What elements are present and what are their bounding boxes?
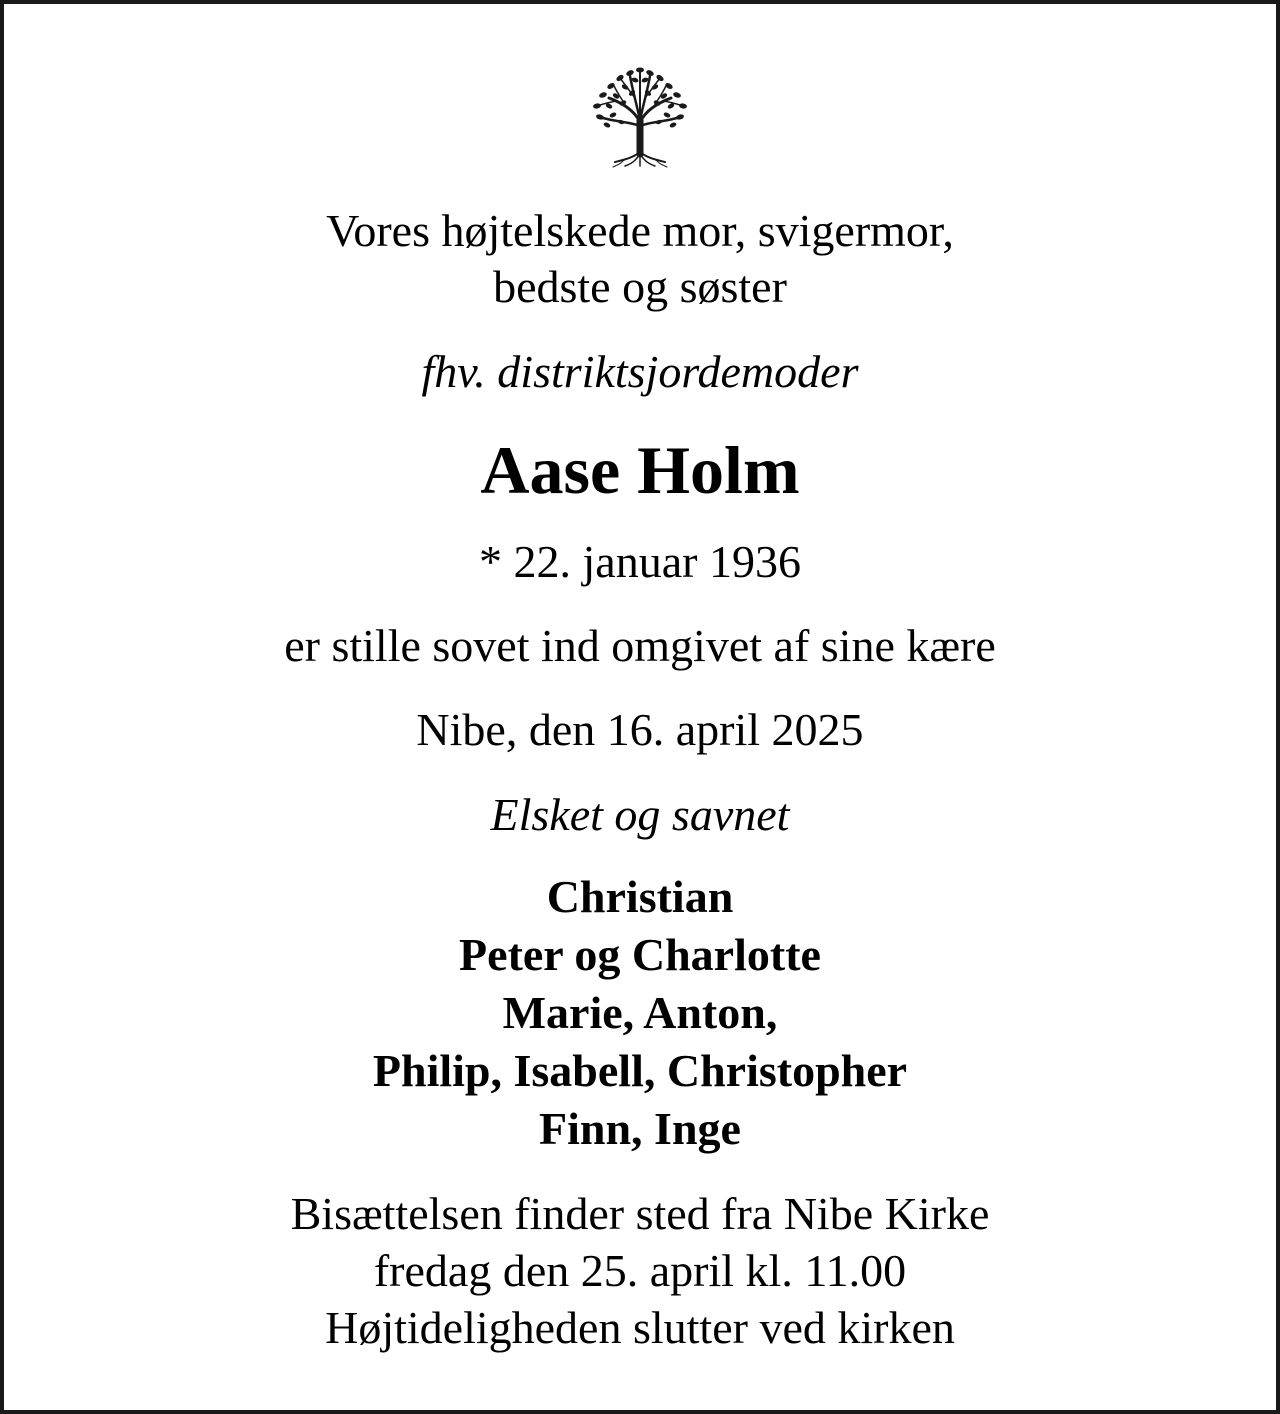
passing-statement: er stille sovet ind omgivet af sine kære (284, 620, 996, 671)
family-line: Philip, Isabell, Christopher (372, 1045, 908, 1096)
farewell-text: Elsket og savnet (490, 789, 790, 840)
intro-line: Vores højtelskede mor, svigermor, (326, 205, 954, 256)
occupation-title: fhv. distriktsjordemoder (421, 346, 859, 397)
place-and-date: Nibe, den 16. april 2025 (416, 704, 864, 755)
family-line: Marie, Anton, (502, 987, 778, 1038)
family-line: Peter og Charlotte (459, 929, 821, 980)
funeral-info-line: Bisættelsen finder sted fra Nibe Kirke (290, 1188, 990, 1239)
tree-of-life-icon (585, 62, 695, 170)
family-line: Finn, Inge (539, 1103, 741, 1154)
birth-date: * 22. januar 1936 (479, 536, 801, 587)
intro-line: bedste og søster (493, 261, 787, 312)
funeral-info-line: Højtideligheden slutter ved kirken (325, 1302, 955, 1353)
deceased-name: Aase Holm (480, 432, 800, 508)
family-line: Christian (546, 871, 734, 922)
funeral-info-line: fredag den 25. april kl. 11.00 (373, 1245, 907, 1296)
